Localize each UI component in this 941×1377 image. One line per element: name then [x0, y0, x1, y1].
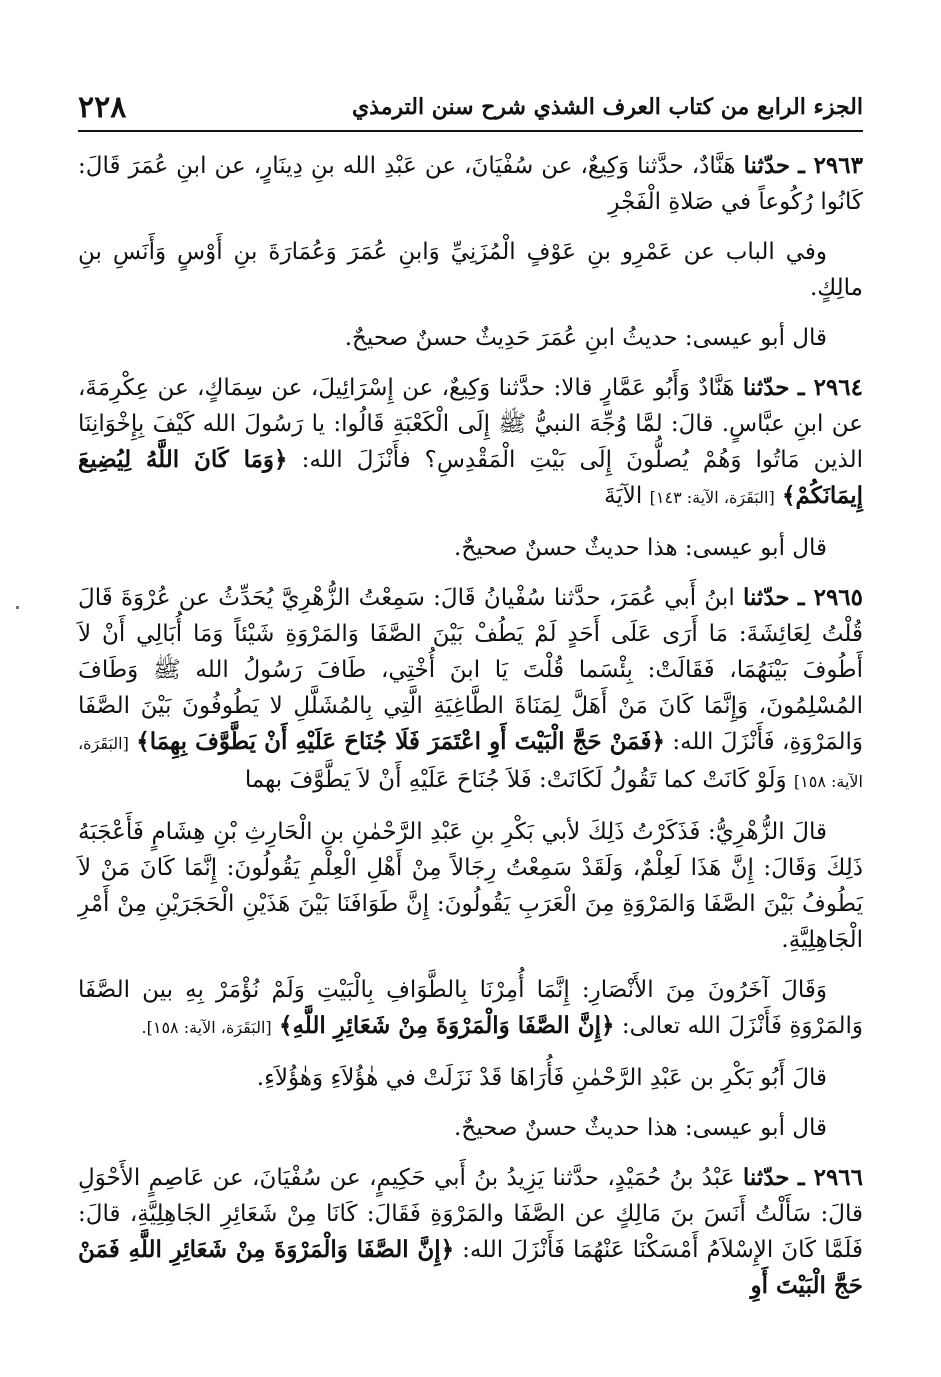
hadith-number: ٢٩٦٥ ـ — [797, 584, 864, 611]
bab-note — [78, 234, 863, 306]
zuhri-note — [78, 814, 863, 958]
abu-bakr-note — [78, 1060, 863, 1096]
hadith-2965 — [78, 580, 863, 800]
grading-note — [78, 1110, 863, 1146]
page-header — [78, 84, 863, 132]
hadith-text: هَنَّادٌ وَأَبُو عَمَّارٍ قالا: حدَّثنا وَكِيعٌ، عن إِسْرَائِيلَ، عن سِمَاكٍ، عن عِكْرِمَةَ، عن ابنِ عبَّاسٍ. قالَ: لمَّا وُجِّهَ النبيُّ ﷺ إِلَى الْكَعْبَةِ قَالُوا: يا رَسُولَ الله كَيْفَ بِإِخْوَانِنَا الذين مَاتُوا وَهُمْ يُصلُّونَ إِلَى بَيْتِ الْمَقْدِسِ؟ فأَنْزَلَ الله: — [78, 375, 864, 473]
running-title: الجزء الرابع من كتاب العرف الشذي شرح سنن الترمذي — [351, 94, 863, 120]
note-text: وَقَالَ آخَرُونَ مِنَ الأَنْصَارِ: إِنَّمَا أُمِرْنَا بِالطَّوَافِ بِالْبَيْتِ وَلَمْ نُؤْمَرْ بِهِ بين الصَّفَا وَالمَرْوَةِ فَأَنْزَلَ الله تعالى: — [78, 977, 863, 1039]
hadith-2964 — [78, 370, 863, 516]
hadith-text: عَبْدُ بنُ حُمَيْدٍ، حدَّثنا يَزِيدُ بنُ أَبي حَكِيمٍ، عن سُفْيَانَ، عن عَاصِمٍ الأَحْوَلِ قالَ: سَأَلْتُ أَنَسَ بنَ مَالِكٍ عن الصَّفَا والمَرْوَةِ فَقَالَ: كَانَا مِنْ شَعَائِرِ الجَاهِلِيَّةِ، قالَ: فَلَمَّا كَانَ الإِسْلاَمُ أَمْسَكْنَا عَنْهُمَا فَأَنْزَلَ الله: — [78, 1165, 864, 1263]
hadith-text-after: وَلَوْ كَانَتْ كما تَقُولُ لَكَانَتْ: فَلاَ جُنَاحَ عَلَيْهِ أَنْ لاَ يَطَّوَّفَ بهما — [244, 767, 787, 793]
page-body — [78, 148, 863, 1318]
note-text: قالَ الزُّهْرِيُّ: فَذَكَرْتُ ذَلِكَ لأبي بَكْرِ بنِ عَبْدِ الرَّحْمٰنِ بنِ الْحَارِثِ بْنِ هِشَامٍ فَأَعْجَبَهُ ذَلِكَ وَقَالَ: إِنَّ هَذَا لَعِلْمٌ، وَلَقَدْ سَمِعْتُ رِجَالاً مِنْ أَهْلِ الْعِلْمِ يَقُولُونَ: إِنَّمَا كَانَ مَنْ لاَ يَطُوفُ بَيْنَ الصَّفَا وَالمَرْوَةِ مِنَ الْعَرَبِ يَقُولُونَ: إِنَّ طَوَافَنَا بَيْنَ هَذَيْنِ الْحَجَرَيْنِ مِنْ أَمْرِ الْجَاهِلِيَّةِ. — [78, 819, 863, 953]
isnad-opening: حدّثنا — [742, 374, 790, 401]
isnad-opening: حدّثنا — [742, 584, 790, 611]
hadith-2963 — [78, 148, 863, 220]
page-number: ٢٢٨ — [78, 89, 127, 125]
note-text: وفي الباب عن عَمْرِو بنِ عَوْفٍ الْمُزَنِيِّ وَابنِ عُمَرَ وَعُمَارَةَ بنِ أَوْسٍ وَأَنَسِ بنِ مالِكٍ. — [78, 239, 863, 301]
note-text: قال أبو عيسى: هذا حديثٌ حسنٌ صحيحٌ. — [454, 535, 827, 561]
hadith-number: ٢٩٦٣ ـ — [798, 152, 863, 179]
verse-reference: [البَقَرَة، الآية: ١٥٨]. — [141, 1018, 272, 1037]
verse-reference: [البَقَرَة، الآية: ١٤٣] — [649, 488, 775, 507]
hadith-2966 — [78, 1160, 863, 1304]
quran-quote: ﴿إِنَّ الصَّفَا وَالْمَرْوَةَ مِنْ شَعَائِرِ اللَّهِ فَمَنْ حَجَّ الْبَيْتَ أَوِ — [78, 1236, 863, 1299]
ansar-note — [78, 972, 863, 1046]
quran-quote: ﴿وَمَا كَانَ اللَّهُ لِيُضِيعَ إِيمَانَكُمْ﴾ — [78, 446, 863, 509]
note-text: قال أبو عيسى: حديثُ ابنِ عُمَرَ حَدِيثٌ حسنٌ صحيحٌ. — [344, 325, 827, 351]
note-text: قال أبو عيسى: هذا حديثٌ حسنٌ صحيحٌ. — [454, 1115, 827, 1141]
hadith-text: هَنَّادٌ، حدَّثنا وَكِيعٌ، عن سُفْيَانَ، عن عَبْدِ الله بنِ دِينَارٍ، عن ابنِ عُمَرَ قَالَ: كَانُوا رُكُوعاً في صَلاةِ الْفَجْرِ — [78, 153, 863, 215]
isnad-opening: حدّثنا — [743, 152, 791, 179]
quran-quote: ﴿فَمَنْ حَجَّ الْبَيْتَ أَوِ اعْتَمَرَ فَلَا جُنَاحَ عَلَيْهِ أَنْ يَطَّوَّفَ بِهِمَا﴾ — [136, 728, 665, 755]
hadith-text-after: الآيَةَ — [604, 483, 643, 509]
isnad-opening: حدّثنا — [742, 1164, 790, 1191]
hadith-number: ٢٩٦٦ ـ — [797, 1164, 864, 1191]
quran-quote: ﴿إِنَّ الصَّفَا وَالْمَرْوَةَ مِنْ شَعَائِرِ اللَّهِ﴾ — [278, 1012, 615, 1039]
scan-speck — [16, 606, 19, 609]
hadith-number: ٢٩٦٤ ـ — [797, 374, 863, 401]
grading-note — [78, 320, 863, 356]
note-text: قالَ أَبُو بَكْرِ بن عَبْدِ الرَّحْمٰنِ فَأُرَاهَا قَدْ نَزَلَتْ في هٰؤُلاَءِ وَهٰؤُلاَءِ. — [256, 1065, 827, 1091]
hadith-text: ابنُ أَبي عُمَرَ، حدَّثنا سُفْيانُ قَالَ: سَمِعْتُ الزُّهْرِيَّ يُحَدِّثُ عن عُرْوَةَ قَالَ قُلْتُ لِعَائِشَةَ: مَا أَرَى عَلَى أَحَدٍ لَمْ يَطُفْ بَيْنَ الصَّفَا وَالمَرْوَةِ شَيْئاً وَمَا أُبَالِي أَنْ لاَ أَطُوفَ بَيْنَهُمَا، فَقَالَتْ: بِئْسَما قُلْتَ يَا ابنَ أُخْتِي، طَافَ رَسُولُ الله ﷺ وَطَافَ المُسْلِمُونَ، وَإِنَّمَا كَانَ مَنْ أَهَلَّ لِمَنَاةَ الطَّاغِيَةِ الَّتِي بِالمُشَلَّلِ لا يَطُوفُونَ بَيْنَ الصَّفَا وَالمَرْوَةِ، فَأَنْزَلَ الله: — [78, 585, 864, 755]
grading-note — [78, 530, 863, 566]
verse-reference: [البَقَرَة، الآية: ١٥٨] — [78, 734, 863, 791]
